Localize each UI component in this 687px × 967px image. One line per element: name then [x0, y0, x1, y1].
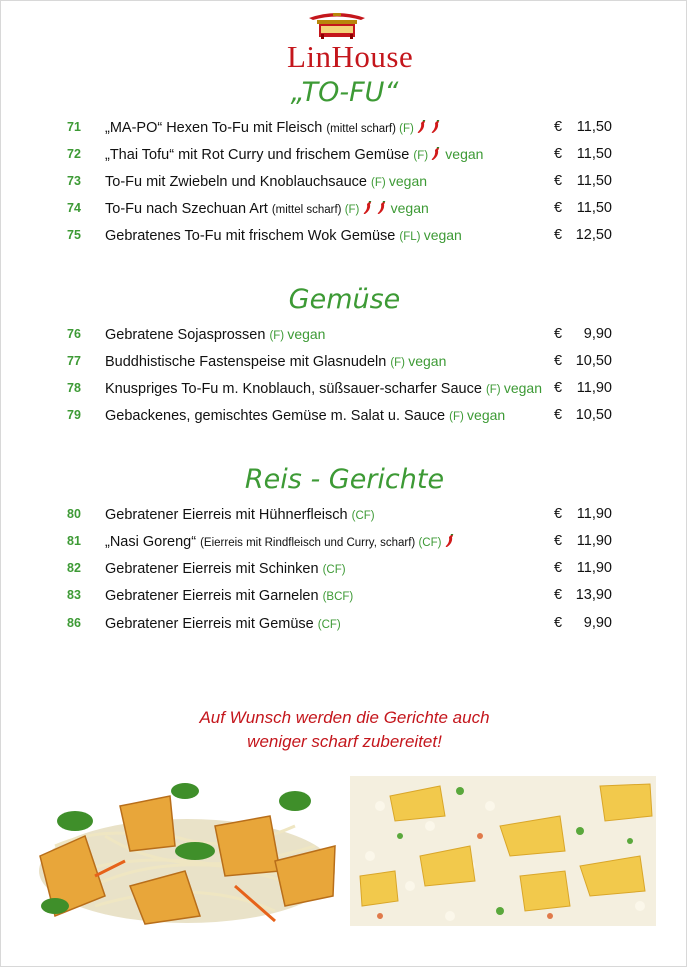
price-value: 11,90 — [576, 560, 612, 576]
item-description — [105, 171, 427, 193]
price-value: 13,90 — [575, 587, 612, 603]
item-name: „Nasi Goreng“ — [105, 534, 201, 550]
menu-item — [1, 585, 687, 605]
item-name: „MA-PO“ Hexen To-Fu mit Fleisch — [105, 120, 327, 136]
item-description — [105, 531, 455, 553]
item-note: (mittel scharf) — [326, 123, 400, 135]
section-title-reis: Reis - Gerichte — [244, 464, 445, 495]
vegan-label: vegan — [423, 227, 462, 243]
allergen-code: (F) — [370, 177, 389, 189]
menu-item — [1, 144, 687, 164]
item-description — [105, 613, 341, 635]
item-number: 83 — [67, 588, 81, 602]
item-note: (Eierreis mit Rindfleisch und Curry, scharf) — [200, 537, 419, 549]
item-name: Gebratener Eierreis mit Hühnerfleisch — [105, 507, 352, 523]
price-value: 11,50 — [576, 173, 612, 189]
item-description — [105, 504, 375, 526]
price-value: 11,50 — [576, 119, 612, 135]
currency-symbol: € — [554, 200, 563, 216]
vegan-label: vegan — [408, 353, 447, 369]
item-name: Gebackenes, gemischtes Gemüse m. Salat u. Sauce — [105, 408, 450, 424]
chili-icon — [363, 201, 373, 215]
vegan-label: vegan — [445, 146, 484, 162]
item-name: Gebratener Eierreis mit Gemüse — [105, 616, 318, 632]
allergen-code: (CF) — [418, 537, 445, 549]
chili-icon — [417, 120, 427, 134]
item-number: 74 — [67, 201, 81, 215]
allergen-code: (FL) — [399, 231, 424, 243]
vegan-label: vegan — [287, 326, 326, 342]
vegan-label: vegan — [388, 173, 428, 189]
allergen-code: (CF) — [317, 619, 341, 631]
currency-symbol: € — [554, 146, 563, 162]
currency-symbol: € — [554, 227, 563, 243]
menu-item — [1, 531, 687, 551]
allergen-code: (F) — [390, 357, 409, 369]
item-description — [105, 198, 429, 220]
menu-item — [1, 558, 687, 578]
item-name: To-Fu mit Zwiebeln und Knoblauchsauce — [105, 174, 371, 190]
item-name: Gebratener Eierreis mit Schinken — [105, 561, 323, 577]
item-description — [105, 585, 353, 607]
menu-item — [1, 378, 687, 398]
allergen-code: (F) — [449, 411, 468, 423]
menu-item — [1, 504, 687, 524]
currency-symbol: € — [554, 407, 563, 423]
price-value: 11,90 — [576, 533, 612, 549]
chili-icon — [377, 201, 387, 215]
price-value: 11,90 — [576, 380, 612, 396]
item-number: 76 — [67, 327, 81, 341]
allergen-code: (CF) — [322, 564, 346, 576]
chili-icon — [431, 147, 441, 161]
price-value: 11,50 — [576, 200, 612, 216]
menu-item — [1, 351, 687, 371]
price-value: 9,90 — [583, 326, 612, 342]
item-description — [105, 378, 542, 400]
price-value: 10,50 — [575, 353, 612, 369]
spicy-note-line2: weniger scharf zubereitet! — [247, 732, 442, 751]
item-name: Gebratene Sojasprossen — [105, 327, 270, 343]
menu-item — [1, 198, 687, 218]
menu-item — [1, 171, 687, 191]
allergen-code: (F) — [344, 204, 363, 216]
item-name: „Thai Tofu“ mit Rot Curry und frischem Gemüse — [105, 147, 414, 163]
item-description — [105, 144, 483, 166]
item-number: 82 — [67, 561, 81, 575]
item-note: (mittel scharf) — [271, 204, 345, 216]
menu-item — [1, 613, 687, 633]
item-description — [105, 117, 441, 139]
allergen-code: (F) — [485, 384, 504, 396]
item-description — [105, 558, 346, 580]
item-number: 86 — [67, 616, 81, 630]
chili-icon — [431, 120, 441, 134]
currency-symbol: € — [554, 533, 563, 549]
item-name: Gebratener Eierreis mit Garnelen — [105, 588, 323, 604]
allergen-code: (F) — [399, 123, 418, 135]
item-description — [105, 324, 325, 346]
allergen-code: (F) — [413, 150, 432, 162]
allergen-code: (CF) — [351, 510, 375, 522]
item-name: Knuspriges To-Fu m. Knoblauch, süßsauer-scharfer Sauce — [105, 381, 486, 397]
menu-item — [1, 117, 687, 137]
spicy-note-line1: Auf Wunsch werden die Gerichte auch — [199, 708, 490, 727]
allergen-code: (F) — [269, 330, 288, 342]
item-number: 79 — [67, 408, 81, 422]
item-number: 78 — [67, 381, 81, 395]
menu-item — [1, 324, 687, 344]
price-value: 11,90 — [576, 506, 612, 522]
currency-symbol: € — [554, 506, 563, 522]
vegan-label: vegan — [467, 407, 506, 423]
item-number: 81 — [67, 534, 81, 548]
section-title-tofu: „TO-FU“ — [290, 77, 399, 108]
price-value: 11,50 — [576, 146, 612, 162]
menu-item — [1, 225, 687, 245]
menu-item — [1, 405, 687, 425]
section-title-gemuese: Gemüse — [288, 284, 401, 315]
currency-symbol: € — [554, 587, 563, 603]
currency-symbol: € — [554, 119, 563, 135]
item-name: Gebratenes To-Fu mit frischem Wok Gemüse — [105, 228, 400, 244]
allergen-code: (BCF) — [322, 591, 354, 603]
fried-rice-photo — [350, 776, 656, 926]
currency-symbol: € — [554, 173, 563, 189]
currency-symbol: € — [554, 615, 563, 631]
pagoda-roof-icon — [307, 9, 367, 39]
vegan-label: vegan — [503, 380, 542, 396]
item-name: Buddhistische Fastenspeise mit Glasnudeln — [105, 354, 391, 370]
brand-name: LinHouse — [287, 39, 414, 74]
item-name: To-Fu nach Szechuan Art — [105, 201, 272, 217]
item-description — [105, 351, 446, 373]
item-number: 77 — [67, 354, 81, 368]
tofu-dish-photo — [35, 776, 339, 926]
price-value: 12,50 — [575, 227, 612, 243]
item-number: 73 — [67, 174, 81, 188]
currency-symbol: € — [554, 380, 563, 396]
vegan-label: vegan — [390, 200, 429, 216]
item-number: 71 — [67, 120, 81, 134]
price-value: 9,90 — [583, 615, 612, 631]
item-description — [105, 405, 505, 427]
item-description — [105, 225, 462, 247]
currency-symbol: € — [554, 326, 563, 342]
chili-icon — [445, 534, 455, 548]
item-number: 72 — [67, 147, 81, 161]
price-value: 10,50 — [575, 407, 612, 423]
currency-symbol: € — [554, 353, 563, 369]
item-number: 75 — [67, 228, 81, 242]
restaurant-logo — [287, 9, 427, 74]
item-number: 80 — [67, 507, 81, 521]
currency-symbol: € — [554, 560, 563, 576]
